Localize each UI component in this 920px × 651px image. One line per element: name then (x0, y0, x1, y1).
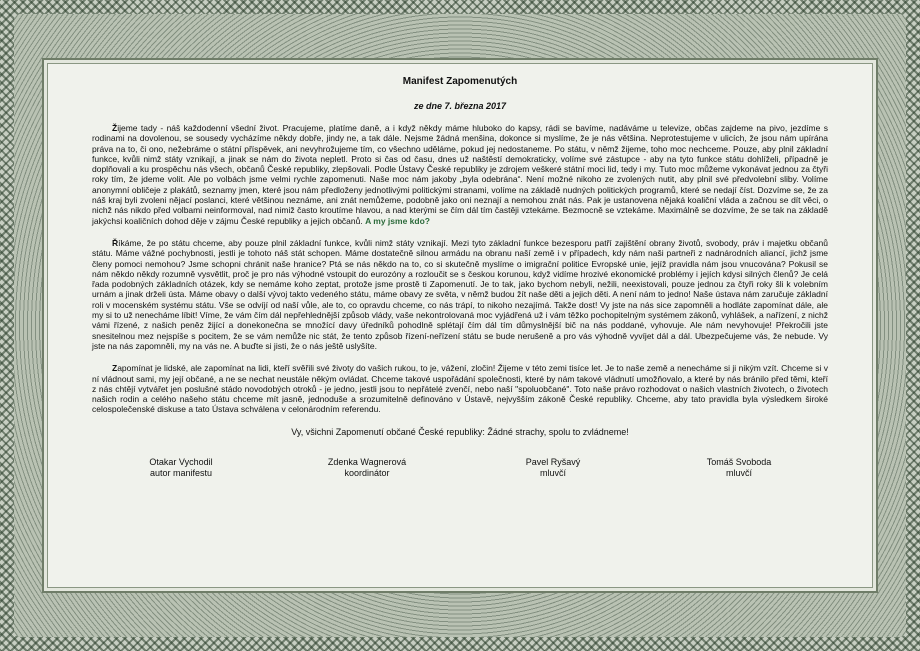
paragraph-text: ijeme tady - náš každodenní všední život. Pracujeme, platíme daně, a i když někdy máme hluboko do kapsy, rádi se bavíme, nadáváme u televize, občas zajdeme na pivo, jezdíme s rodinami na dovolenou, se sousedy vycházíme někdy dobře, jindy ne, a tak dále. Nejsme žádná menšina, dokonce si myslíme, že je nás většina. Neprotestujeme v ulicích, že jsou nám upírána práva na to, či ono, nežebráme o státní příspěvek, ani nevyhrožujeme tím, co všechno uděláme, pokud jej nedostaneme. Po státu, v němž žijeme, toho moc nechceme. Pouze, aby plnil základní funkce, kvůli nimž státy vznikají, a jinak se nám do života nepletl. Proto si čas od času, dnes už naštěstí demokraticky, volíme své zástupce - aby na tyto funkce státu dohlíželi, případně je doplňovali a ku prospěchu nás všech, občanů České republiky, zlepšovali. Podle Ústavy České republiky je zdrojem veškeré státní moci lid, tedy i my. Tuto moc můžeme vykonávat jednou za čtyři roky tím, že jdeme volit. Ale po volbách jsme velmi rychle zapomenuti. Naše moc nám jakoby „byla odebrána“. Není možné nikoho ze zvolených nutit, aby plnil své předvolební sliby. Volíme anonymní obličeje z plakátů, seznamy jmen, které jsou nám předloženy jednotlivými politickými stranami, volíme na základě nudných politických programů, které se nedají číst. Dozvíme se, že za náš kraj byli zvoleni nějací poslanci, které většinou neznáme, ani znát nemůžeme, podobně jako oni neznají a nemohou znát nás. Pak je ustanovena nějaká koaliční vláda a začnou se dít věci, o nichž nás nikdo před volbami neinformoval, nad nimiž často kroutíme hlavou, a nad kterými se čím dál tím častěji vztekáme. Bezmocně se vztekáme. Maximálně se dozvíme, že se tak na základě jakýchsi koaličních dohod děje v zájmu České republiky a jejich občanů. (92, 123, 828, 226)
signatory-name: Zdenka Wagnerová (327, 456, 407, 467)
signatory-name: Pavel Ryšavý (525, 456, 581, 467)
signature-block (96, 457, 266, 479)
document-paper (42, 58, 878, 593)
highlight-tail: ? (424, 215, 430, 226)
paragraph-1 (92, 123, 828, 226)
signature-row (92, 457, 828, 479)
paragraph-2 (92, 238, 828, 351)
highlight-text: A my jsme kdo (365, 215, 425, 226)
signatory-role: mluvčí (725, 467, 752, 478)
document-title: Manifest Zapomenutých (402, 76, 518, 87)
signatory-name: Tomáš Svoboda (706, 456, 772, 467)
signature-block (282, 457, 452, 479)
closing-statement: Vy, všichni Zapomenutí občané České republiky: Žádné strachy, spolu to zvládneme! (291, 426, 629, 437)
paragraph-3 (92, 363, 828, 414)
signature-block (468, 457, 638, 479)
document-content (92, 76, 828, 479)
signatory-role: koordinátor (344, 467, 390, 478)
document-date: ze dne 7. března 2017 (413, 101, 507, 111)
paragraph-text: íkáme, že po státu chceme, aby pouze plnil základní funkce, kvůli nimž státy vznikají. Mezi tyto základní funkce bezesporu patří zajištění obrany životů, svobody, práv i majetku občanů státu. Máme vážné pochybnosti, jestli je tohoto náš stát schopen. Máme dostatečně silnou armádu na obranu naší země i v případech, kdy nám naši partneři z nadnárodních aliancí, jichž jsme členy pomoci nemohou? Jsme schopni chránit naše hranice? Ptá se nás někdo na to, co si skutečně myslíme o imigrační politice Evropské unie, jejíž pravidla nám jsou vnucována? Pokusil se nám někdo někdy rozumně vysvětlit, proč je pro nás výhodné vstoupit do eurozóny a rozloučit se s českou korunou, když vidíme hrozivé ekonomické problémy i jejích kdysi silných členů? Je celá řada podobných základních otázek, kdy se nemáme koho zeptat, protože jsme prostě ti Zapomenutí. Je to tak, jako bychom nebyli, nežili, neexistovali, pouze jednou za čtyři roky šli k volebním urnám a jinak drželi ústa. Máme obavy o další vývoj takto vedeného státu, máme obavy ze světa, v němž budou žít naše děti a jejich děti. A není nám to jedno! Naše ústava nám zaručuje základní roli v mocenském systému státu. Vše se odvíjí od naší vůle, ale to, co opravdu chceme, co nás trápí, to nikoho nezajímá. Takže dost! Vy jste na nás sice zapomněli a hodláte zapomínat dále, ale my si to už nenecháme líbit! Víme, že vám čím dál nepřehlednější způsob vlády, vaše nekontrolovaná moc vyjádřená už i vám těžko pochopitelným systémem zákonů, vyhlášek, a nařízení, z nichž vámi řízené, z našich peněz žijící a donekonečna se množící davy úředníků pohodlně splétají čím dál tím důmyslnější bič na nás poddané, vyhovuje. Ale nám nevyhovuje! Překročili jste snesitelnou mez nejspíše s pocitem, že se vám nemůže nic stát, že tento způsob řízení-neřízení státu se bude nerušeně a pro vás výhodně vyvíjet dál a dál. Ubezpečujeme vás, že nebude. Vy jste na nás zapomněli, my na vás ne. A buďte si jisti, že o nás ještě uslyšíte. (92, 237, 828, 351)
drop-letter: Z (112, 363, 118, 374)
signatory-role: autor manifestu (149, 467, 213, 478)
signature-block (654, 457, 824, 479)
signatory-role: mluvčí (539, 467, 566, 478)
signatory-name: Otakar Vychodil (149, 456, 213, 467)
paragraph-text: apomínat je lidské, ale zapomínat na lidi, kteří svěřili své životy do vašich rukou, to je, vážení, zločin! Žijeme v této zemi tisíce let. Je to naše země a nenecháme si ji nikým vzít. Chceme si v ní vládnout sami, my její občané, a ne se nechat neustále někým ovládat. Chceme takové uspořádání společnosti, které by nám takové vládnutí umožňovalo, a které by nás bránilo před těmi, kteří z nás chtějí vytvářet jen poslušné stádo novodobých otroků - je jedno, jestli jsou to nepřátelé zvenčí, nebo naší "spoluobčané". Toto naše právo rozhodovat o našich vlastních životech, o životech našich rodin a celého našeho státu chceme mít jasně, jednoduše a srozumitelně definováno v Ústavě, nejvyšším zákoně České republiky. Chceme, aby tato pravidla byla výsledkem široké celospolečenské diskuse a tato Ústava schválena v celonárodním referendu. (92, 363, 828, 415)
drop-letter: Ř (112, 237, 119, 248)
drop-letter: Ž (112, 123, 118, 133)
